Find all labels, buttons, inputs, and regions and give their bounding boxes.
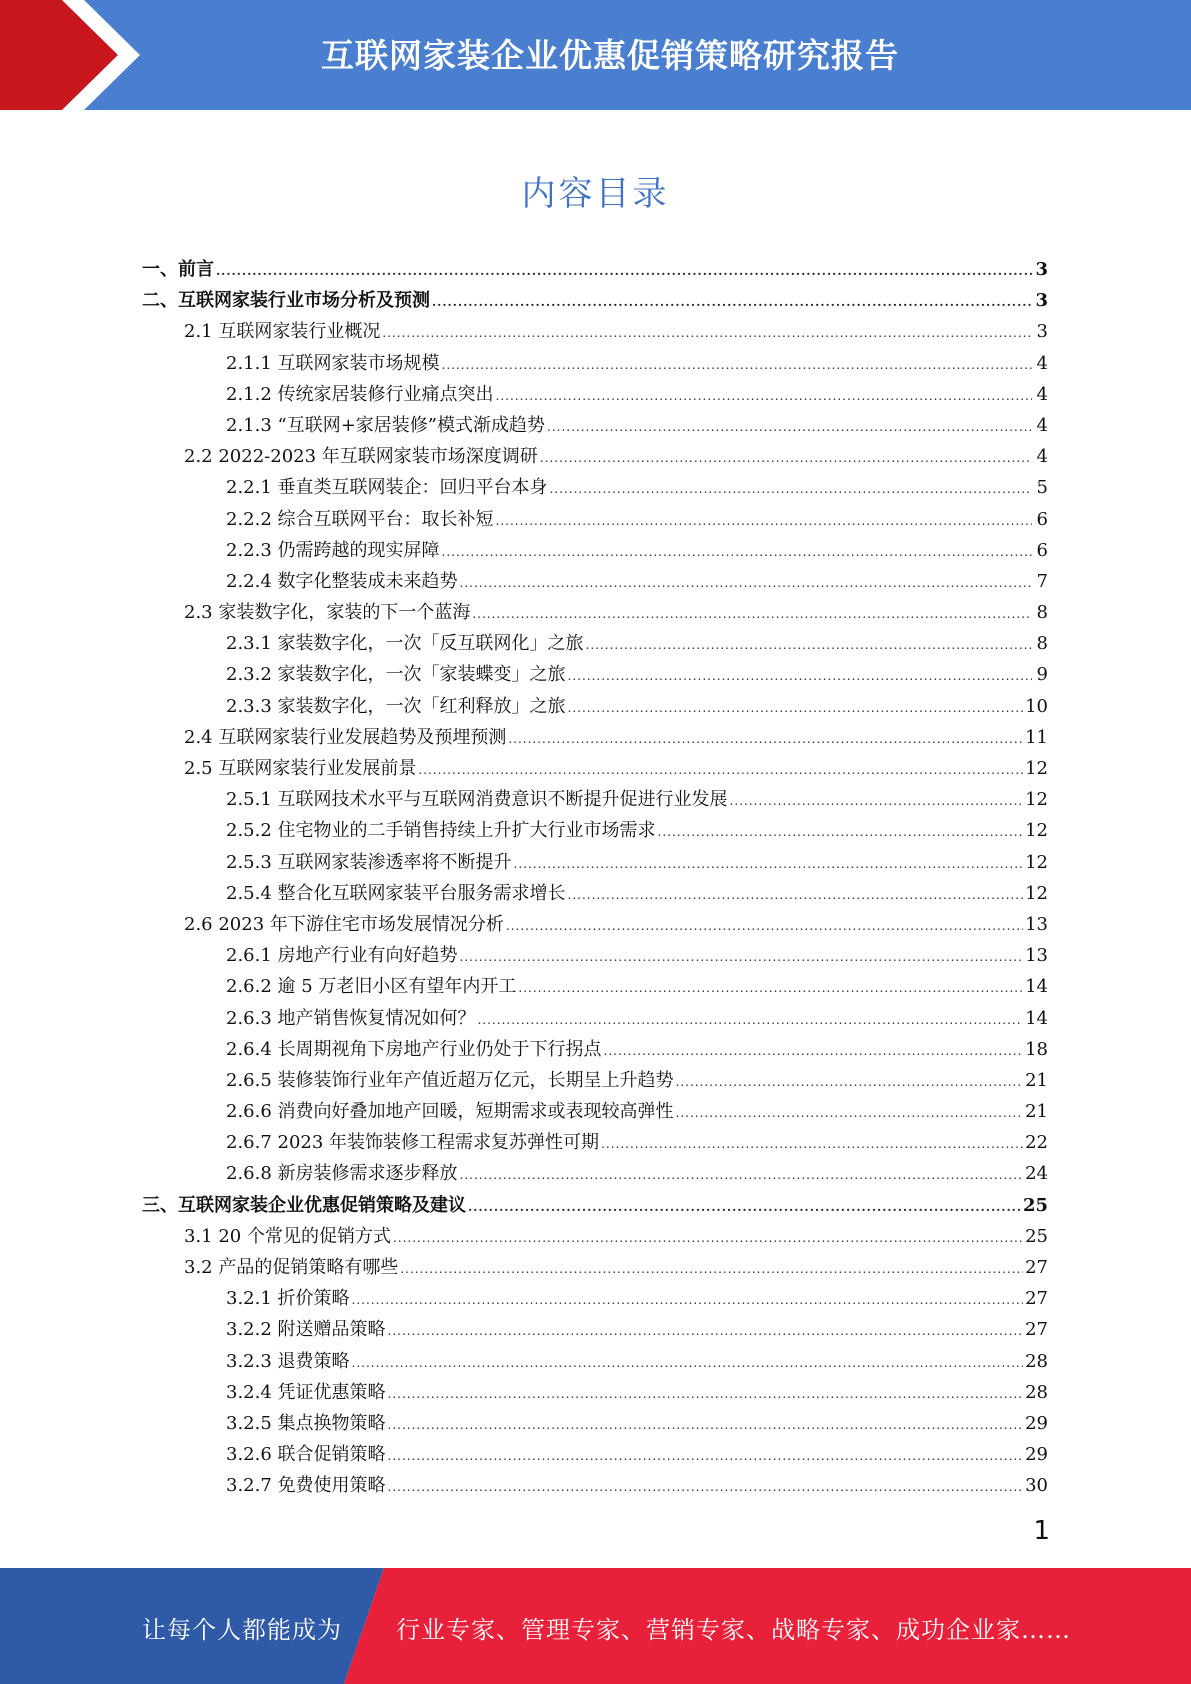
toc-entry[interactable]	[142, 1221, 1048, 1252]
toc-entry-label: 2.1 互联网家装行业概况	[184, 321, 381, 343]
toc-dot-leader	[658, 817, 1024, 848]
toc-entry-label: 2.4 互联网家装行业发展趋势及预埋预测	[184, 726, 507, 748]
toc-entry-label: 2.3 家装数字化，家装的下一个蓝海	[184, 602, 471, 624]
toc-entry[interactable]	[142, 1127, 1048, 1158]
toc-entry[interactable]	[142, 971, 1048, 1002]
toc-entry-page: 9	[1036, 664, 1048, 686]
toc-entry-label: 2.6.8 新房装修需求逐步释放	[226, 1163, 458, 1185]
toc-entry[interactable]	[142, 1190, 1048, 1221]
toc-entry-label: 3.2.7 免费使用策略	[226, 1475, 386, 1497]
toc-entry-page: 3	[1035, 259, 1048, 280]
toc-entry[interactable]	[142, 784, 1048, 815]
toc-dot-leader	[393, 1223, 1023, 1254]
toc-entry[interactable]	[142, 535, 1048, 566]
toc-entry[interactable]	[142, 348, 1048, 379]
toc-entry[interactable]	[142, 597, 1048, 628]
toc-entry-page: 21	[1025, 1069, 1048, 1091]
toc-dot-leader	[540, 443, 1032, 474]
toc-dot-leader	[568, 693, 1024, 724]
toc-entry-page: 13	[1025, 913, 1048, 935]
toc-entry-label: 2.2.4 数字化整装成未来趋势	[226, 570, 458, 592]
toc-entry-page: 4	[1036, 446, 1048, 468]
toc-dot-leader	[388, 1379, 1024, 1410]
toc-entry[interactable]	[142, 1252, 1048, 1283]
toc-entry-label: 2.3.3 家装数字化，一次「红利释放」之旅	[226, 695, 566, 717]
toc-dot-leader	[568, 661, 1032, 692]
toc-dot-leader	[400, 1254, 1023, 1285]
toc-entry[interactable]	[142, 628, 1048, 659]
toc-entry[interactable]	[142, 1408, 1048, 1439]
toc-entry-label: 2.3.1 家装数字化，一次「反互联网化」之旅	[226, 633, 584, 655]
toc-entry[interactable]	[142, 316, 1048, 347]
toc-dot-leader	[676, 1098, 1024, 1129]
toc-entry-page: 6	[1036, 508, 1048, 530]
toc-entry-page: 24	[1025, 1163, 1048, 1185]
toc-entry-page: 13	[1025, 945, 1048, 967]
toc-entry[interactable]	[142, 379, 1048, 410]
toc-dot-leader	[478, 1005, 1024, 1036]
toc-entry-page: 30	[1025, 1475, 1048, 1497]
toc-entry-label: 2.5.1 互联网技术水平与互联网消费意识不断提升促进行业发展	[226, 789, 728, 811]
toc-entry-page: 10	[1025, 695, 1048, 717]
toc-dot-leader	[388, 1410, 1024, 1441]
toc-entry-page: 27	[1025, 1288, 1048, 1310]
toc-entry-label: 2.1.2 传统家居装修行业痛点突出	[226, 383, 494, 405]
toc-entry-label: 2.2.3 仍需跨越的现实屏障	[226, 539, 440, 561]
toc-dot-leader	[547, 412, 1032, 443]
toc-entry-label: 3.2.2 附送赠品策略	[226, 1319, 386, 1341]
toc-entry-label: 三、互联网家装企业优惠促销策略及建议	[142, 1194, 466, 1216]
toc-entry-label: 二、互联网家装行业市场分析及预测	[142, 290, 430, 312]
toc-entry-label: 2.2 2022-2023 年互联网家装市场深度调研	[184, 446, 538, 468]
toc-entry[interactable]	[142, 1314, 1048, 1345]
toc-entry[interactable]	[142, 441, 1048, 472]
page-header	[0, 0, 1191, 110]
toc-entry-page: 5	[1036, 477, 1048, 499]
toc-entry-label: 一、前言	[142, 259, 214, 280]
toc-entry[interactable]	[142, 815, 1048, 846]
toc-dot-leader	[460, 942, 1024, 973]
toc-dot-leader	[468, 1192, 1021, 1223]
toc-dot-leader	[352, 1285, 1024, 1316]
toc-entry[interactable]	[142, 847, 1048, 878]
toc-entry-label: 2.5.4 整合化互联网家装平台服务需求增长	[226, 882, 566, 904]
toc-entry[interactable]	[142, 909, 1048, 940]
toc-entry-label: 3.2.1 折价策略	[226, 1288, 350, 1310]
toc-entry-page: 27	[1025, 1257, 1048, 1278]
toc-entry-label: 2.6.5 装修装饰行业年产值近超万亿元，长期呈上升趋势	[226, 1069, 674, 1091]
table-of-contents	[142, 254, 1048, 1502]
toc-dot-leader	[496, 506, 1032, 537]
toc-entry-label: 2.6.1 房地产行业有向好趋势	[226, 945, 458, 967]
toc-entry-page: 12	[1025, 820, 1048, 842]
toc-entry-page: 22	[1025, 1132, 1048, 1154]
toc-entry[interactable]	[142, 254, 1048, 285]
toc-entry[interactable]	[142, 410, 1048, 441]
toc-entry[interactable]	[142, 1034, 1048, 1065]
toc-entry-page: 12	[1025, 758, 1048, 779]
toc-entry-page: 27	[1025, 1319, 1048, 1341]
toc-entry[interactable]	[142, 285, 1048, 316]
toc-dot-leader	[506, 911, 1023, 942]
toc-dot-leader	[460, 568, 1032, 599]
toc-dot-leader	[496, 381, 1032, 412]
toc-entry[interactable]	[142, 1346, 1048, 1377]
toc-dot-leader	[568, 880, 1024, 911]
toc-entry-page: 28	[1025, 1350, 1048, 1372]
toc-entry-label: 3.2.6 联合促销策略	[226, 1444, 386, 1466]
toc-entry-page: 18	[1025, 1038, 1048, 1060]
toc-dot-leader	[550, 474, 1032, 505]
toc-entry-page: 7	[1036, 570, 1048, 592]
toc-entry-label: 2.2.1 垂直类互联网装企：回归平台本身	[226, 477, 548, 499]
toc-heading: 内容目录	[521, 174, 670, 214]
toc-dot-leader	[388, 1472, 1024, 1503]
toc-entry-page: 3	[1036, 321, 1048, 343]
toc-entry[interactable]	[142, 1439, 1048, 1470]
toc-dot-leader	[442, 537, 1032, 568]
toc-entry-page: 29	[1025, 1412, 1048, 1434]
toc-dot-leader	[514, 849, 1024, 880]
footer-slogan-left: 让每个人都能成为	[142, 1616, 342, 1644]
toc-entry-label: 2.6 2023 年下游住宅市场发展情况分析	[184, 913, 504, 935]
toc-entry-page: 8	[1036, 633, 1048, 655]
toc-entry-label: 3.1 20 个常见的促销方式	[184, 1225, 391, 1247]
toc-dot-leader	[388, 1316, 1024, 1347]
toc-entry-page: 21	[1025, 1101, 1048, 1123]
toc-entry-label: 3.2 产品的促销策略有哪些	[184, 1257, 399, 1278]
toc-dot-leader	[518, 973, 1023, 1004]
toc-entry-label: 2.5 互联网家装行业发展前景	[184, 758, 417, 779]
toc-entry[interactable]	[142, 878, 1048, 909]
toc-entry-page: 28	[1025, 1381, 1048, 1403]
toc-entry-page: 12	[1025, 882, 1048, 904]
toc-entry-page: 11	[1025, 726, 1048, 748]
toc-entry-label: 3.2.3 退费策略	[226, 1350, 350, 1372]
toc-entry-label: 2.6.6 消费向好叠加地产回暖，短期需求或表现较高弹性	[226, 1101, 674, 1123]
toc-dot-leader	[604, 1036, 1024, 1067]
toc-entry[interactable]	[142, 940, 1048, 971]
report-title: 互联网家装企业优惠促销策略研究报告	[321, 36, 899, 75]
toc-entry-label: 2.6.4 长周期视角下房地产行业仍处于下行拐点	[226, 1038, 602, 1060]
toc-entry[interactable]	[142, 722, 1048, 753]
toc-entry-label: 3.2.4 凭证优惠策略	[226, 1381, 386, 1403]
page-footer	[0, 1568, 1191, 1684]
footer-slogan-right: 行业专家、管理专家、营销专家、战略专家、成功企业家……	[396, 1616, 1071, 1644]
toc-entry[interactable]	[142, 1065, 1048, 1096]
toc-dot-leader	[676, 1067, 1024, 1098]
toc-entry-page: 3	[1035, 290, 1048, 312]
toc-entry[interactable]	[142, 691, 1048, 722]
toc-entry-page: 4	[1036, 352, 1048, 374]
toc-entry-label: 2.6.2 逾 5 万老旧小区有望年内开工	[226, 976, 517, 998]
toc-dot-leader	[508, 724, 1023, 755]
toc-dot-leader	[586, 630, 1032, 661]
toc-entry-label: 3.2.5 集点换物策略	[226, 1412, 386, 1434]
toc-entry[interactable]	[142, 1470, 1048, 1501]
toc-entry-page: 25	[1022, 1194, 1048, 1216]
toc-entry-label: 2.6.3 地产销售恢复情况如何？	[226, 1007, 476, 1029]
toc-entry[interactable]	[142, 566, 1048, 597]
toc-entry[interactable]	[142, 1377, 1048, 1408]
toc-dot-leader	[601, 1129, 1023, 1160]
toc-dot-leader	[432, 287, 1032, 318]
toc-entry-label: 2.1.1 互联网家装市场规模	[226, 352, 440, 374]
toc-entry-page: 12	[1025, 851, 1048, 873]
toc-entry-page: 14	[1025, 1007, 1048, 1029]
toc-entry[interactable]	[142, 472, 1048, 503]
page-number: 1	[1033, 1516, 1050, 1546]
toc-entry-label: 2.3.2 家装数字化，一次「家装蝶变」之旅	[226, 664, 566, 686]
toc-dot-leader	[460, 1160, 1024, 1191]
toc-entry[interactable]	[142, 504, 1048, 535]
toc-entry-page: 12	[1025, 789, 1048, 811]
toc-entry[interactable]	[142, 1096, 1048, 1127]
toc-entry-page: 14	[1025, 976, 1048, 998]
toc-entry-page: 6	[1036, 539, 1048, 561]
toc-entry-label: 2.6.7 2023 年装饰装修工程需求复苏弹性可期	[226, 1132, 600, 1154]
toc-entry-page: 4	[1036, 414, 1048, 436]
toc-entry[interactable]	[142, 1283, 1048, 1314]
toc-entry[interactable]	[142, 1003, 1048, 1034]
toc-entry-label: 2.2.2 综合互联网平台：取长补短	[226, 508, 494, 530]
toc-entry[interactable]	[142, 659, 1048, 690]
toc-entry-label: 2.5.3 互联网家装渗透率将不断提升	[226, 851, 512, 873]
toc-dot-leader	[442, 350, 1032, 381]
toc-dot-leader	[388, 1441, 1024, 1472]
toc-entry[interactable]	[142, 753, 1048, 784]
toc-dot-leader	[382, 318, 1032, 349]
toc-dot-leader	[472, 599, 1032, 630]
toc-entry-label: 2.1.3 “互联网+家居装修”模式渐成趋势	[226, 414, 546, 436]
toc-dot-leader	[216, 256, 1032, 287]
toc-entry-label: 2.5.2 住宅物业的二手销售持续上升扩大行业市场需求	[226, 820, 656, 842]
toc-dot-leader	[352, 1348, 1024, 1379]
toc-dot-leader	[730, 786, 1024, 817]
toc-entry-page: 4	[1036, 383, 1048, 405]
toc-entry[interactable]	[142, 1158, 1048, 1189]
toc-dot-leader	[418, 755, 1023, 786]
toc-entry-page: 25	[1025, 1225, 1048, 1247]
toc-entry-page: 8	[1036, 602, 1048, 624]
toc-entry-page: 29	[1025, 1444, 1048, 1466]
